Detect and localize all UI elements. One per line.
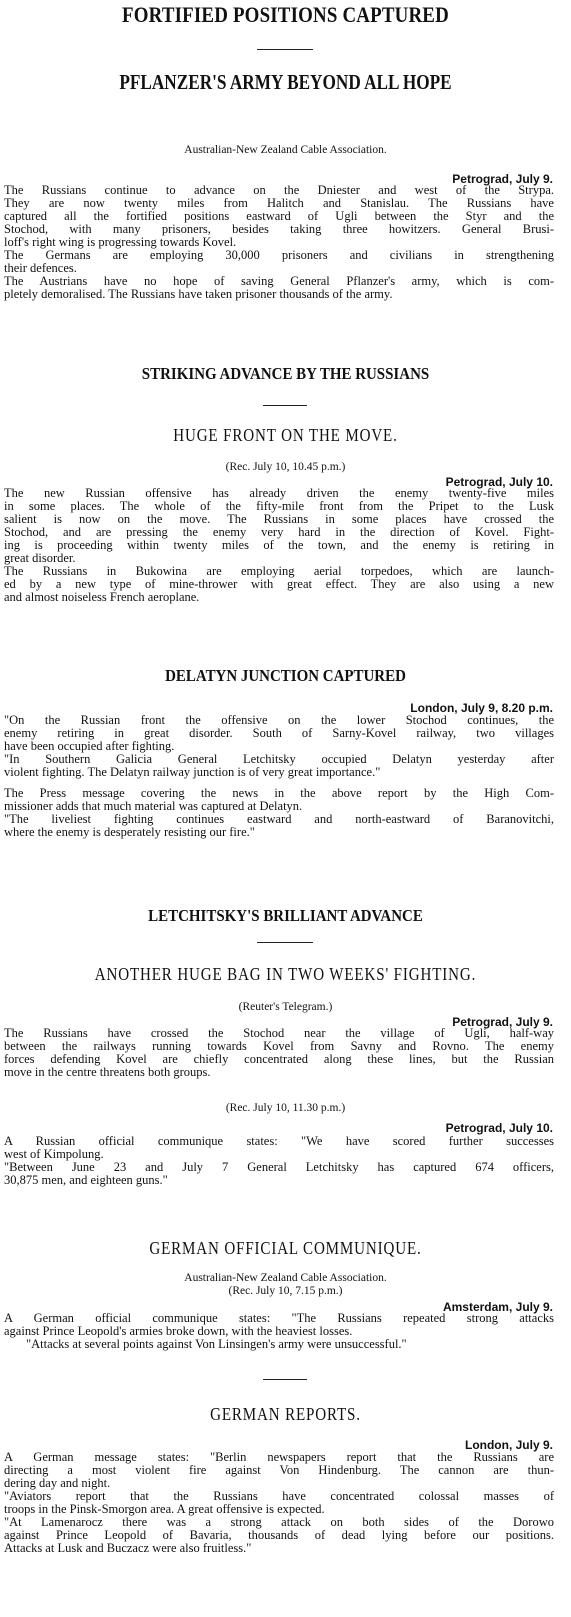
received-line: (Rec. July 10, 7.15 p.m.)	[228, 1285, 343, 1297]
text-line: and almost noiseless French aeroplane.	[4, 590, 200, 604]
text-line: move in the centre threatens both groups.	[4, 1065, 211, 1079]
text-line: "Between June 23 and July 7 General Letchitsky has captured 674 officers,	[4, 1160, 554, 1174]
divider	[263, 1379, 307, 1380]
text-line: directing a most violent fire against Von Hindenburg. The cannon are thun-	[4, 1463, 554, 1477]
text-line: The Russians in Bukowina are employing aerial torpedoes, which are launch-	[4, 564, 554, 578]
text-line: between the railways running towards Kovel from Savny and Rovno. The enemy	[4, 1039, 554, 1053]
text-line: The Russians have crossed the Stochod near the village of Ugli, half-way	[4, 1026, 554, 1040]
text-line: west of Kimpolung.	[4, 1147, 104, 1161]
text-line: their defences.	[4, 261, 77, 275]
text-line: They are now twenty miles from Halitch and Stanislau. The Russians have	[4, 196, 554, 210]
text-line: Stochod, with many prisoners, besides taking three howitzers. General Brusi-	[4, 222, 554, 236]
dateline: Petrograd, July 10.	[445, 1121, 553, 1135]
dateline: Petrograd, July 9.	[452, 1015, 553, 1029]
divider	[257, 942, 313, 943]
article-body	[4, 714, 554, 839]
text-line: The Germans are employing 30,000 prisoners and civilians in strengthening	[4, 248, 554, 262]
article-body	[4, 1027, 554, 1079]
subhead-pflanzers-army: PFLANZER'S ARMY BEYOND ALL HOPE	[119, 70, 452, 94]
dateline: London, July 9.	[464, 1438, 553, 1452]
subhead-another-huge-bag: ANOTHER HUGE BAG IN TWO WEEKS' FIGHTING.	[94, 964, 477, 984]
text-line: in some places. The whole of the fifty-mile front from the Pripet to the Lusk	[4, 499, 554, 513]
text-line: A German official communique states: "The Russians repeated strong attacks	[4, 1311, 554, 1325]
text-line: The Austrians have no hope of saving General Pflanzer's army, which is com-	[4, 274, 554, 288]
text-line: 30,875 men, and eighteen guns."	[4, 1173, 168, 1187]
dateline: Amsterdam, July 9.	[442, 1300, 553, 1314]
text-line: The Russians continue to advance on the Dniester and west of the Strypa.	[4, 183, 554, 197]
text-line: ing is proceeding within twenty miles of the town, and the enemy is retiring in	[4, 538, 554, 552]
text-line: "The liveliest fighting continues eastward and north-eastward of Baranovitchi,	[4, 812, 554, 826]
headline-letchitsky-advance: LETCHITSKY'S BRILLIANT ADVANCE	[148, 906, 423, 925]
text-line: "In Southern Galicia General Letchitsky occupied Delatyn yesterday after	[4, 752, 554, 766]
text-line: loff's right wing is progressing towards Kovel.	[4, 235, 237, 249]
text-line: where the enemy is desperately resisting our fire."	[4, 825, 255, 839]
received-line: (Rec. July 10, 11.30 p.m.)	[225, 1102, 346, 1114]
text-line: A German message states: "Berlin newspapers report that the Russians are	[4, 1450, 554, 1464]
text-line: against Prince Leopold's armies broke down, with the heaviest losses.	[4, 1324, 353, 1338]
text-line: violent fighting. The Delatyn railway junction is of very great importance."	[4, 765, 381, 779]
text-line: have been occupied after fighting.	[4, 739, 175, 753]
article-body	[4, 184, 554, 301]
text-line: salient is now on the move. The Russians in some places have crossed the	[4, 512, 554, 526]
article-body	[4, 1135, 554, 1187]
text-line: great disorder.	[4, 551, 76, 565]
article-body	[4, 1451, 554, 1555]
text-line: Stochod, and are pressing the enemy very hard in the direction of Kovel. Fight-	[4, 525, 554, 539]
dateline: Petrograd, July 10.	[445, 475, 553, 489]
source-line: Australian-New Zealand Cable Association.	[184, 1272, 387, 1284]
text-line: "Attacks at several points against Von Linsingen's army were unsuccessful."	[26, 1337, 407, 1351]
text-line: captured all the fortified positions eastward of Ugli between the Styr and the	[4, 209, 554, 223]
headline-delatyn-junction: DELATYN JUNCTION CAPTURED	[165, 666, 406, 685]
text-line: against Prince Leopold of Bavaria, thousands of dead lying before our positions.	[4, 1528, 554, 1542]
headline-fortified-positions: FORTIFIED POSITIONS CAPTURED	[122, 2, 449, 27]
headline-striking-advance: STRIKING ADVANCE BY THE RUSSIANS	[141, 364, 430, 383]
text-line: "On the Russian front the offensive on the lower Stochod continues, the	[4, 713, 554, 727]
headline-german-communique: GERMAN OFFICIAL COMMUNIQUE.	[149, 1238, 422, 1258]
dateline: Petrograd, July 9.	[452, 172, 553, 186]
text-line: forces defending Kovel are chiefly concentrated along these lines, but the Russian	[4, 1052, 554, 1066]
text-line: Attacks at Lusk and Buczacz were also fruitless."	[4, 1541, 252, 1555]
received-line: (Rec. July 10, 10.45 p.m.)	[225, 461, 346, 473]
text-line: A Russian official communique states: "We have scored further successes	[4, 1134, 554, 1148]
headline-german-reports: GERMAN REPORTS.	[210, 1404, 361, 1424]
text-line: The Press message covering the news in the above report by the High Com-	[4, 786, 554, 800]
article-body	[4, 1312, 554, 1351]
article-body	[4, 487, 554, 604]
source-line: (Reuter's Telegram.)	[238, 1001, 333, 1013]
text-line: enemy retiring in great disorder. South of Sarny-Kovel railway, two villages	[4, 726, 554, 740]
text-line: troops in the Pinsk-Smorgon area. A great offensive is expected.	[4, 1502, 325, 1516]
divider	[257, 49, 313, 50]
source-line: Australian-New Zealand Cable Association.	[184, 144, 387, 156]
text-line: "At Lamenarocz there was a strong attack on both sides of the Dorowo	[4, 1515, 554, 1529]
text-line: dering day and night.	[4, 1476, 111, 1490]
subhead-huge-front: HUGE FRONT ON THE MOVE.	[173, 425, 398, 445]
text-line: missioner adds that much material was captured at Delatyn.	[4, 799, 303, 813]
dateline: London, July 9, 8.20 p.m.	[410, 701, 553, 715]
divider	[263, 405, 307, 406]
text-line: "Aviators report that the Russians have concentrated colossal masses of	[4, 1489, 554, 1503]
text-line: ed by a new type of mine-thrower with great effect. They are also using a new	[4, 577, 554, 591]
text-line: pletely demoralised. The Russians have taken prisoner thousands of the army.	[4, 287, 393, 301]
text-line: The new Russian offensive has already driven the enemy twenty-five miles	[4, 486, 554, 500]
